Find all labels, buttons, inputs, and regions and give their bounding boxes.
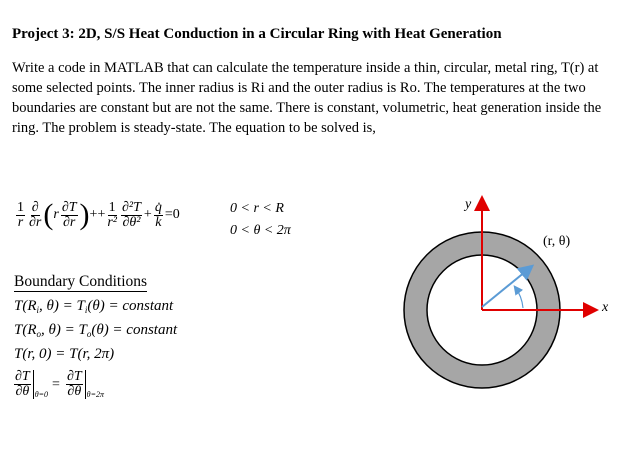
- bc-outer: $T(R_o$, $\theta) = T_o(\theta)$ = constant: [14, 322, 178, 339]
- point-label: (r, θ): [543, 234, 571, 249]
- bc-derivative: $\frac{\partial T}{\partial\theta}$ θ=0 = $\frac{\partial T}{\partial\theta}$ θ=2π: [15, 369, 105, 399]
- project-title: Project 3: 2D, S/S Heat Conduction in a Circular Ring with Heat Generation: [12, 26, 502, 42]
- r-range: 0 < r < R: [230, 201, 284, 216]
- bc-periodic: T(r, 0) = T(r, 2π): [14, 346, 115, 362]
- problem-description: Write a code in MATLAB that can calculate the temperature inside a thin, circular, metal ring, T(r) at some selected points. The inner radius is Ri and the outer radius is Ro. The temperatures at the two boundaries are constant but are not the same. There is constant, volumetric, heat generation inside the ring. The problem is steady-state. The equation to be solved is,: [12, 60, 602, 136]
- bc-inner: $T(R_i$, $\theta) = T_i(\theta)$ = constant: [14, 298, 174, 315]
- boundary-heading: Boundary Conditions: [14, 273, 148, 290]
- y-axis-label: y: [465, 197, 472, 212]
- theta-range: 0 < θ < 2π: [230, 223, 291, 238]
- x-axis-label: x: [602, 300, 609, 315]
- governing-equation: $\frac{1}{r}$ $\frac{\partial}{\partial r}$ ( r $\frac{\partial T}{\partial r}$ ) ++ $\frac{1}{\text{r²}}$ $\frac{\text{∂²T}}{\text{∂θ²}}$ + $\frac{q̇}{k}$ =0: [17, 198, 180, 231]
